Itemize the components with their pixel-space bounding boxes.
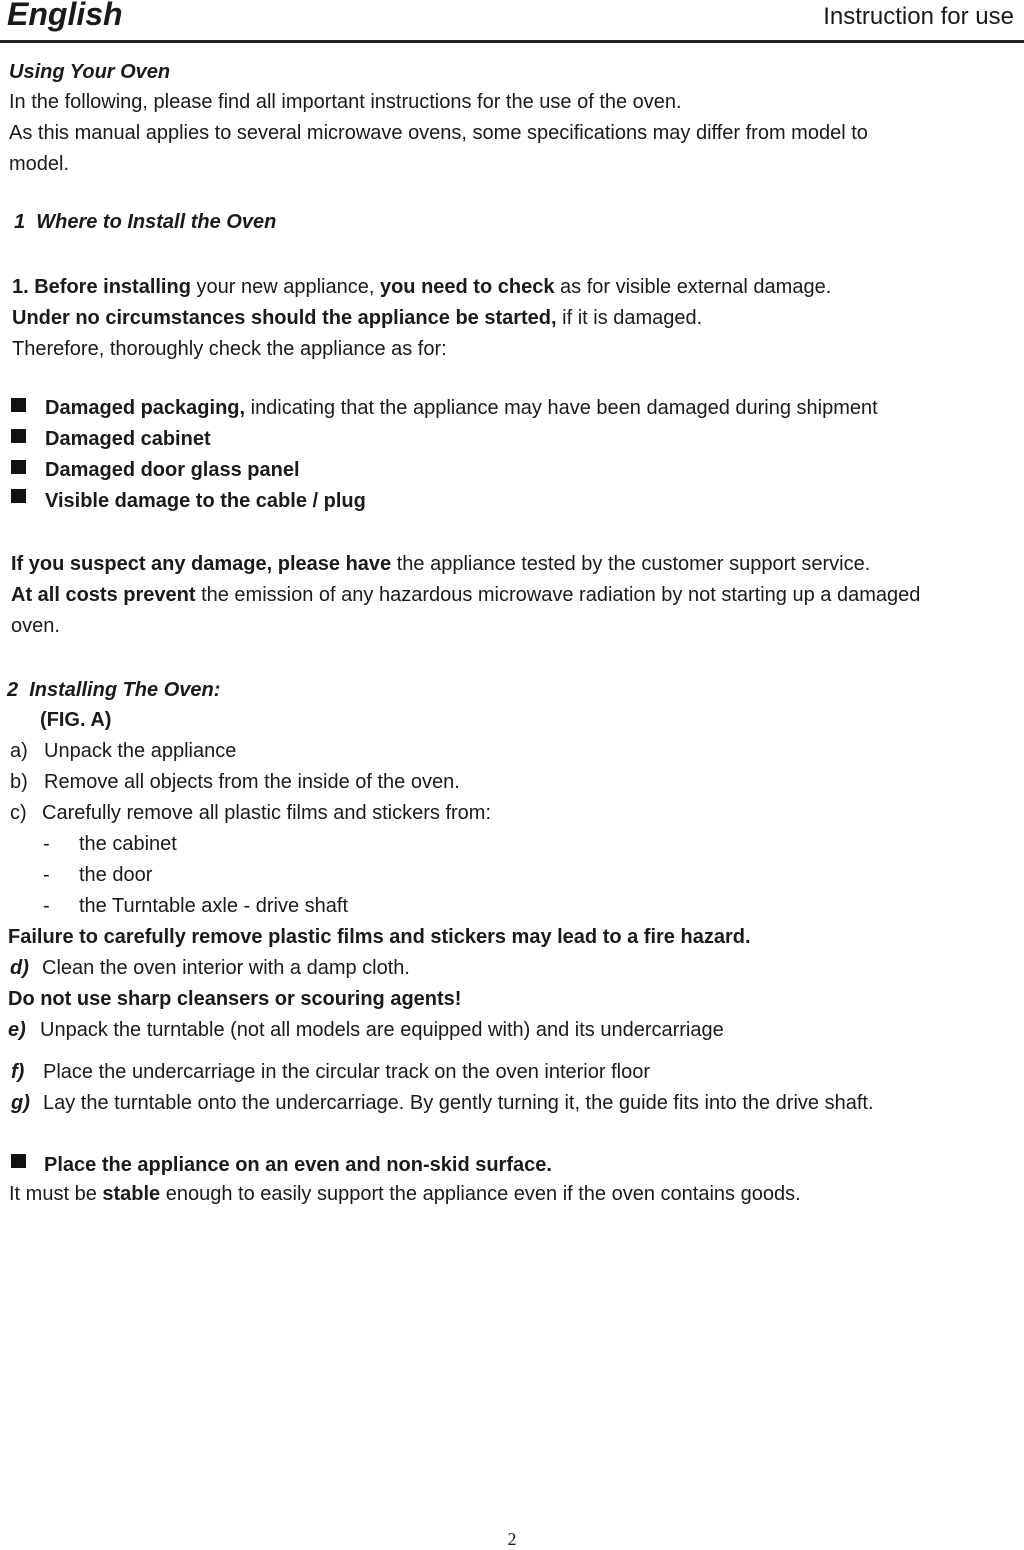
intro-line-1: In the following, please find all important instructions for the use of the oven.: [9, 91, 682, 113]
surface-bullet: Place the appliance on an even and non-skid surface.: [44, 1154, 552, 1176]
step-item: [11, 1060, 650, 1084]
suspect-damage-paragraph: [11, 552, 870, 576]
bullet-text: indicating that the appliance may have been damaged during shipment: [245, 397, 878, 419]
cleanser-warning: Do not use sharp cleansers or scouring agents!: [8, 988, 462, 1010]
step-letter: d): [10, 957, 29, 979]
step-letter: f): [11, 1061, 25, 1083]
bullet-square-icon: [11, 398, 26, 412]
check-appliance-line: Therefore, thoroughly check the appliance as for:: [12, 338, 447, 360]
visible-damage-text: as for visible external damage.: [554, 276, 832, 298]
step-item: [10, 770, 460, 794]
step-letter: e): [8, 1019, 26, 1041]
no-circumstances-paragraph: [12, 306, 702, 330]
before-installing-bold: 1. Before installing: [12, 276, 191, 298]
language-label: English: [7, 0, 123, 32]
prevent-text: the emission of any hazardous microwave radiation by not starting up a damaged: [195, 584, 921, 606]
step-text: Carefully remove all plastic films and stickers from:: [42, 802, 492, 824]
bullet-square-icon: [11, 489, 26, 503]
oven-line: oven.: [11, 615, 60, 637]
step-item: [11, 1091, 874, 1115]
bullet-item: [45, 396, 878, 420]
sub-item: [10, 832, 177, 856]
fire-hazard-warning: Failure to carefully remove plastic films and stickers may lead to a fire hazard.: [8, 926, 751, 948]
sub-item-text: the door: [79, 864, 153, 886]
page-header: [0, 0, 1024, 43]
section-2-number: 2: [7, 679, 19, 701]
section-1-number: 1: [14, 211, 26, 233]
stable-paragraph: [9, 1182, 801, 1206]
stable-text-1: It must be: [9, 1183, 103, 1205]
sub-item: [10, 863, 152, 887]
intro-title: Using Your Oven: [9, 61, 171, 83]
prevent-paragraph: [11, 583, 920, 607]
step-item: [10, 801, 491, 825]
step-letter: g): [11, 1092, 30, 1114]
suspect-damage-text: the appliance tested by the customer support service.: [391, 553, 871, 575]
before-installing-paragraph: [12, 275, 831, 299]
bullet-item: Damaged door glass panel: [45, 459, 300, 481]
intro-line-2: As this manual applies to several microwave ovens, some specifications may differ from model to: [9, 122, 868, 144]
step-text: Lay the turntable onto the undercarriage. By gently turning it, the guide fits into the drive shaft.: [43, 1092, 874, 1114]
stable-text-2: enough to easily support the appliance even if the oven contains goods.: [160, 1183, 801, 1205]
step-text: Place the undercarriage in the circular track on the oven interior floor: [43, 1061, 650, 1083]
figure-reference: (FIG. A): [40, 709, 112, 731]
dash-marker: -: [43, 864, 50, 886]
bullet-item: Visible damage to the cable / plug: [45, 490, 366, 512]
step-text: Clean the oven interior with a damp cloth.: [42, 957, 410, 979]
step-letter: a): [10, 740, 28, 762]
before-installing-text: your new appliance,: [190, 276, 380, 298]
step-text: Remove all objects from the inside of the oven.: [44, 771, 460, 793]
bullet-item: Damaged cabinet: [45, 428, 211, 450]
suspect-damage-bold: If you suspect any damage, please have: [11, 553, 392, 575]
page-number: 2: [507, 1529, 517, 1549]
section-2-heading: [7, 678, 220, 702]
bullet-bold: Damaged packaging,: [45, 397, 246, 419]
step-text: Unpack the turntable (not all models are equipped with) and its undercarriage: [40, 1019, 724, 1041]
prevent-bold: At all costs prevent: [11, 584, 196, 606]
section-1-title: Where to Install the Oven: [36, 211, 277, 233]
step-item: [10, 739, 236, 763]
step-item: [8, 1018, 724, 1042]
dash-marker: -: [43, 833, 50, 855]
document-type-label: Instruction for use: [823, 3, 1014, 30]
step-text: Unpack the appliance: [44, 740, 237, 762]
bullet-square-icon: [11, 429, 26, 443]
intro-line-3: model.: [9, 153, 70, 175]
step-letter: c): [10, 802, 27, 824]
stable-bold: stable: [102, 1183, 161, 1205]
bullet-square-icon: [11, 460, 26, 474]
need-to-check-bold: you need to check: [379, 276, 555, 298]
bullet-square-icon: [11, 1154, 26, 1168]
section-1-heading: [14, 210, 276, 234]
step-letter: b): [10, 771, 28, 793]
sub-item-text: the Turntable axle - drive shaft: [79, 895, 349, 917]
section-2-title: Installing The Oven:: [29, 679, 221, 701]
no-circumstances-bold: Under no circumstances should the appliance be started,: [12, 307, 557, 329]
sub-item: [10, 894, 348, 918]
step-item: [10, 956, 410, 980]
if-damaged-text: if it is damaged.: [556, 307, 703, 329]
sub-item-text: the cabinet: [79, 833, 177, 855]
dash-marker: -: [43, 895, 50, 917]
